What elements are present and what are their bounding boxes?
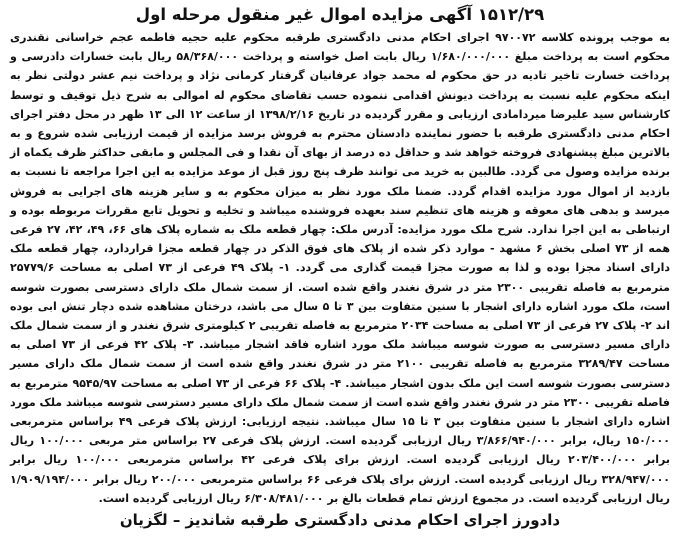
notice-title: ۱۵۱۲/۲۹ آگهی مزایده اموال غیر منقول مرحله اول — [135, 5, 545, 24]
notice-body: به موجب پرونده کلاسه ۹۷۰۰۷۲ اجرای احکام مدنی دادگستری طرقبه محکوم علیه حجیه فاطمه عجم خراسانی نقندری محکوم است به پرداخت مبلغ ۱/۶۸۰/۰۰۰/۰۰۰ ریال بابت اصل خواسته و پرداخت ۵۸/۳۶۸/۰۰۰ ریال بابت خسارات دادرسی و پرداخت خسارت تاخیر تادیه در حق محکوم له محمد جواد عرفانیان گرفتار کرمانی نژاد و پرداخت نیم عشر دولتی نظر به اینکه محکوم علیه نسبت به پرداخت دیونش اقدامی ننموده حسب تقاضای محکوم له اموالی به شرح ذیل توقیف و توسط کارشناس سید علیرضا میردامادی ارزیابی و مقرر گردیده در تاریخ ۱۳۹۸/۲/۱۶ از ساعت ۱۲ الی ۱۳ ظهر در محل دفتر اجرای احکام مدنی دادگستری طرقبه با حضور نماینده دادستان محترم به فروش برسد مزایده از قیمت ارزیابی شده شروع و به بالاترین مبلغ پیشنهادی فروخته خواهد شد و حداقل ده درصد از بهای آن نقدا و فی المجلس و مابقی حداکثر ظرف یکماه از برنده مزایده وصول می گردد. طالبین به خرید می توانند ظرف پنج روز قبل از موعد مزایده به این اجرا مراجعه تا نسبت به بازدید از اموال مورد مزایده اقدام گردد. ضمنا ملک مورد نظر به میزان محکوم به و سایر هزینه های اجرایی به فروش میرسد و بدهی های معوقه و هزینه های تنظیم سند بعهده فروشنده میباشد و تخلیه و تحویل تابع مقررات مربوطه بوده و ارتباطی به این اجرا ندارد. شرح ملک مورد مزایده: آدرس ملک: چهار قطعه ملک به شماره پلاک های ۶۶، ۴۹، ۴۲، ۲۷ فرعی همه از ۷۳ اصلی بخش ۶ مشهد - موارد ذکر شده از پلاک های فوق الذکر در چهار قطعه مجزا قراردارد، چهار قطعه ملک دارای اسناد مجزا بوده و لذا به صورت مجزا قیمت گذاری می گردد. ۱- پلاک ۴۹ فرعی از ۷۳ اصلی به مساحت ۲۵۷۷۹/۶ مترمربع به فاصله تقریبی ۲۳۰۰ متر در شرق نغندر واقع شده است. از سمت شمال ملک دارای دسترسی بصورت شوسه است، ملک مورد اشاره دارای اشجار با سنین متفاوت بین ۳ تا ۵ سال می باشد، درختان مشاهده شده دچار تنش ابی بوده اند ۲- پلاک ۲۷ فرعی از ۷۳ اصلی به مساحت ۲۰۳۴ مترمربع به فاصله تقریبی ۲ کیلومتری شرق نغندر و از سمت شمال ملک دارای مسیر دسترسی به صورت شوسه میباشد ملک مورد اشاره فاقد اشجار میباشد. ۳- پلاک ۴۲ فرعی از ۷۳ اصلی به مساحت ۳۲۸۹/۴۷ مترمربع به فاصله تقریبی ۲۱۰۰ متر در شرق نغندر واقع شده است از سمت شمال ملک دارای مسیر دسترسی بصورت شوسه است این ملک بدون اشجار میباشد. ۴- پلاک ۶۶ فرعی از ۷۳ اصلی به مساحت ۹۵۴۵/۹۷ مترمربع به فاصله تقریبی ۲۳۰۰ متر در شرق نغندر واقع شده است از سمت شمال ملک دارای مسیر دسترسی شوسه میباشد ملک مورد اشاره دارای اشجار با سنین متفاوت بین ۳ تا ۱۵ سال میباشد. نتیجه ارزیابی: ارزش پلاک فرعی ۴۹ براساس مترمربعی ۱۵۰/۰۰۰ ریال، برابر ۳/۸۶۶/۹۴۰/۰۰۰ ریال ارزیابی گردیده است. ارزش پلاک فرعی ۲۷ براساس متر مربعی ۱۰۰/۰۰۰ ریال برابر ۲۰۳/۴۰۰/۰۰۰ ریال ارزیابی گردیده است. ارزش برای پلاک فرعی ۴۲ براساس مترمربعی ۱۰۰/۰۰۰ ریال برابر ۳۲۸/۹۴۷/۰۰۰ ریال ارزیابی گردیده است. ارزش برای پلاک فرعی ۶۶ براساس مترمربعی ۲۰۰/۰۰۰ ریال برابر ۱/۹۰۹/۱۹۴/۰۰۰ ریال ارزیابی گردیده است. در مجموع ارزش تمام قطعات بالغ بر ۶/۳۰۸/۴۸۱/۰۰۰ ریال ارزیابی گردیده است. — [10, 31, 671, 505]
notice-signature: دادورز اجرای احکام مدنی دادگستری طرقبه شاندیز – لگزیان — [119, 511, 561, 530]
